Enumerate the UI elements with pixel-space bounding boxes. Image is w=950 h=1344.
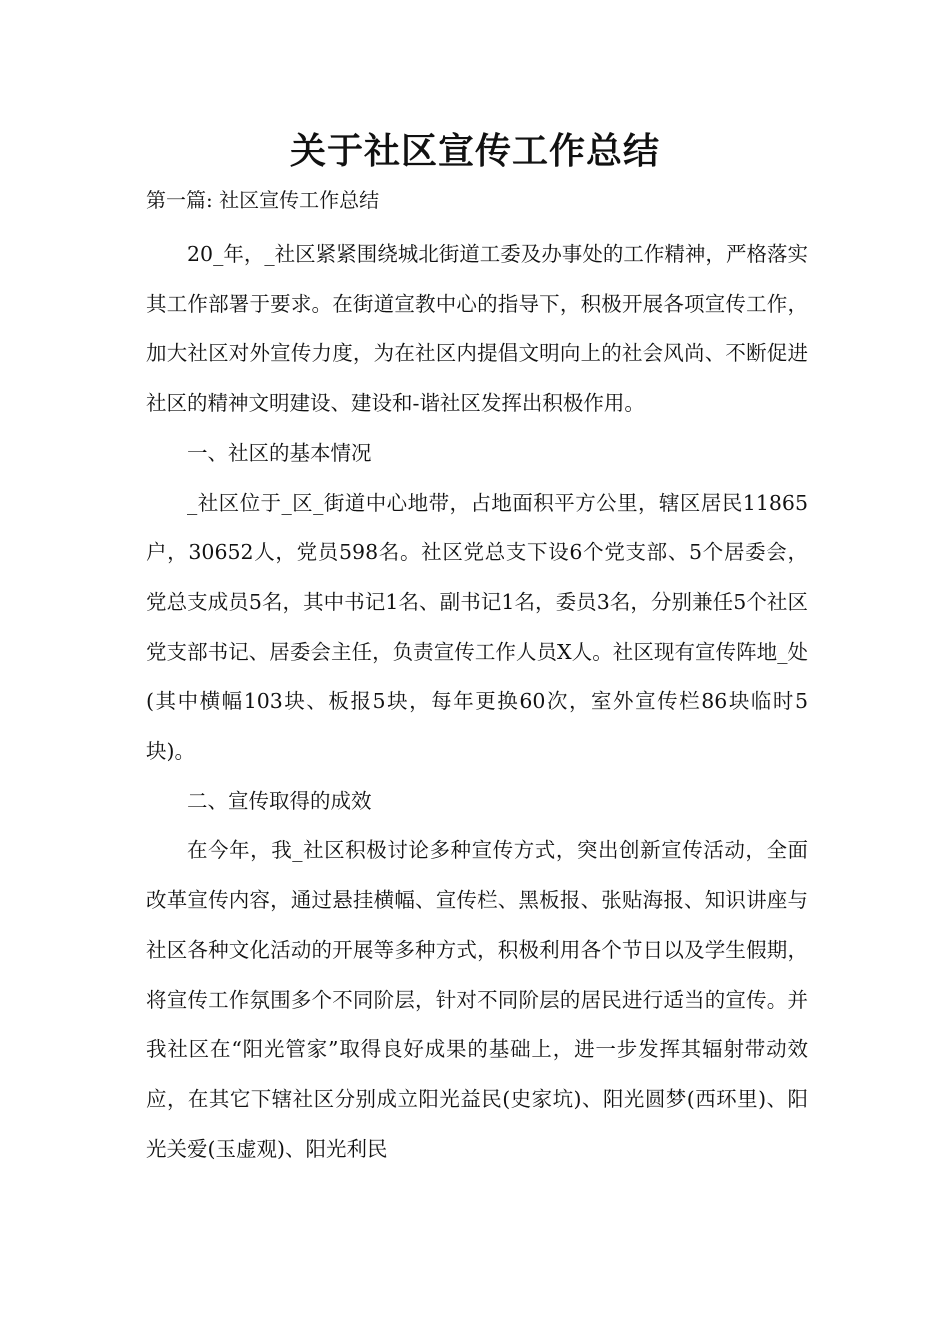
document-subheading: 第一篇: 社区宣传工作总结 [146, 188, 380, 212]
document-title: 关于社区宣传工作总结 [289, 131, 660, 172]
paragraph-achievements: 在今年，我_社区积极讨论多种宣传方式，突出创新宣传活动，全面改革宣传内容，通过悬挂横幅、宣传栏、黑板报、张贴海报、知识讲座与社区各种文化活动的开展等多种方式，积极利用各个节日以及学生假期，将宣传工作氛围多个不同阶层，针对不同阶层的居民进行适当的宣传。并我社区在“阳光管家”取得良好成果的基础上，进一步发挥其辐射带动效应，在其它下辖社区分别成立阳光益民(史家坑)、阳光圆梦(西环里)、阳光关爱(玉虚观)、阳光利民 [146, 838, 808, 1161]
section-heading-basic-situation: 一、社区的基本情况 [187, 440, 372, 465]
section-heading-achievements: 二、宣传取得的成效 [187, 788, 372, 813]
paragraph-intro: 20_年，_社区紧紧围绕城北街道工委及办事处的工作精神，严格落实其工作部署于要求。在街道宣教中心的指导下，积极开展各项宣传工作，加大社区对外宣传力度，为在社区内提倡文明向上的社会风尚、不断促进社区的精神文明建设、建设和-谐社区发挥出积极作用。 [146, 242, 808, 416]
document-body [146, 230, 808, 1174]
paragraph-basic-situation: _社区位于_区_街道中心地带，占地面积平方公里，辖区居民11865户，30652人，党员598名。社区党总支下设6个党支部、5个居委会，党总支成员5名，其中书记1名、副书记1名，委员3名，分别兼任5个社区党支部书记、居委会主任，负责宣传工作人员X人。社区现有宣传阵地_处(其中横幅103块、板报5块，每年更换60次，室外宣传栏86块临时5块)。 [146, 490, 808, 764]
